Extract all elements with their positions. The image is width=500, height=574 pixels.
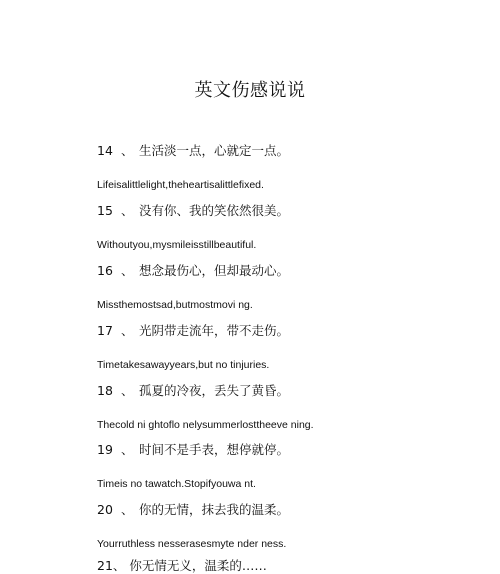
entry-number: 16 bbox=[97, 263, 113, 278]
entry-18 bbox=[97, 383, 477, 432]
entry-english: Missthemostsad,butmostmovi ng. bbox=[97, 299, 253, 311]
entry-english: Yourruthless nesserasesmyte nder ness. bbox=[97, 538, 287, 550]
entry-chinese-text: 时间不是手表，想停就停。 bbox=[139, 442, 290, 457]
entry-number: 15 bbox=[97, 203, 113, 218]
entry-english: Thecold ni ghtoflo nelysummerlosttheeve ning. bbox=[97, 419, 314, 431]
entry-number: 20 bbox=[97, 502, 113, 517]
entry-chinese-text: 光阴带走流年，带不走伤。 bbox=[139, 323, 290, 338]
entry-chinese-text: 你的无情，抹去我的温柔。 bbox=[139, 502, 290, 517]
entry-number: 17 bbox=[97, 323, 113, 338]
entry-21-partial: 21、 你无情无义，温柔的…… bbox=[97, 558, 267, 573]
entry-chinese bbox=[97, 143, 477, 159]
entry-english: Timetakesawayyears,but no tinjuries. bbox=[97, 359, 270, 371]
entry-chinese-text: 没有你、我的笑依然很美。 bbox=[139, 203, 290, 218]
entry-chinese bbox=[97, 442, 477, 458]
entry-chinese-text: 生活淡一点，心就定一点。 bbox=[139, 143, 290, 158]
entry-separator: 、 bbox=[121, 502, 134, 517]
entry-20 bbox=[97, 502, 477, 551]
entry-separator: 、 bbox=[121, 263, 134, 278]
entry-number: 18 bbox=[97, 383, 113, 398]
entry-chinese bbox=[97, 263, 477, 279]
entry-english: Lifeisalittlelight,theheartisalittlefixed. bbox=[97, 179, 264, 191]
entry-chinese bbox=[97, 203, 477, 219]
document-title: 英文伤感说说 bbox=[194, 80, 306, 101]
entry-separator: 、 bbox=[121, 143, 134, 158]
entry-chinese bbox=[97, 502, 477, 518]
entry-chinese bbox=[97, 383, 477, 399]
entry-separator: 、 bbox=[121, 203, 134, 218]
entry-chinese-text: 想念最伤心，但却最动心。 bbox=[139, 263, 290, 278]
entry-number: 19 bbox=[97, 442, 113, 457]
entry-number: 14 bbox=[97, 143, 113, 158]
entry-14 bbox=[97, 143, 477, 192]
entry-17 bbox=[97, 323, 477, 372]
entry-15 bbox=[97, 203, 477, 252]
entry-english: Timeis no tawatch.Stopifyouwa nt. bbox=[97, 478, 256, 490]
entry-16 bbox=[97, 263, 477, 312]
entry-chinese-text: 孤夏的冷夜，丢失了黄昏。 bbox=[139, 383, 290, 398]
entry-separator: 、 bbox=[121, 323, 134, 338]
entry-chinese bbox=[97, 323, 477, 339]
entry-separator: 、 bbox=[121, 383, 134, 398]
entry-english: Withoutyou,mysmileisstillbeautiful. bbox=[97, 239, 257, 251]
entry-19 bbox=[97, 442, 477, 491]
entry-separator: 、 bbox=[121, 442, 134, 457]
